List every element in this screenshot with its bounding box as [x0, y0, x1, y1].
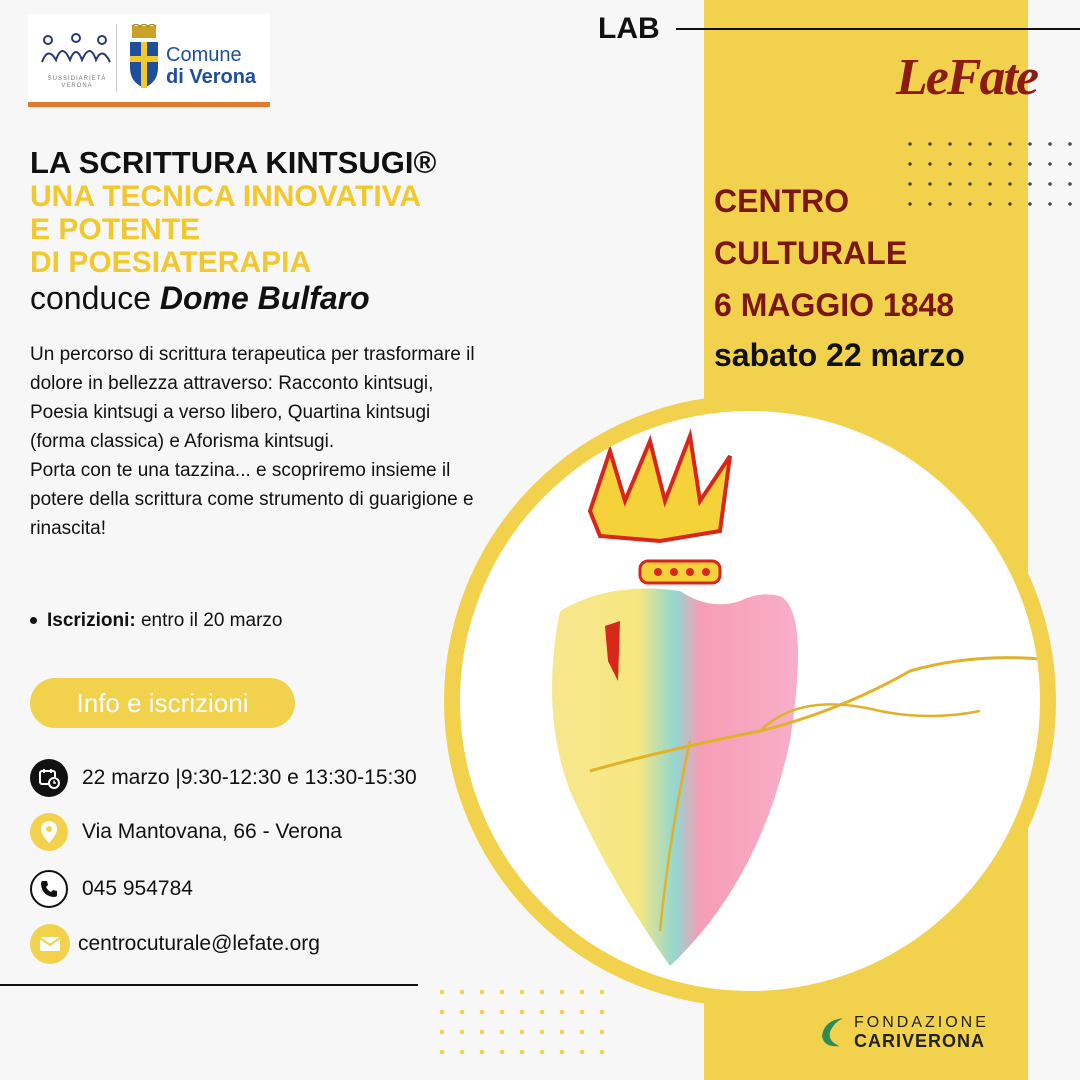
address-row: [30, 813, 342, 851]
lab-divider-line: [676, 28, 1080, 30]
email-envelope-icon: [30, 924, 70, 964]
venue-name: CENTRO CULTURALE 6 MAGGIO 1848: [714, 183, 955, 323]
verona-crest-icon: [128, 24, 160, 90]
location-pin-icon: [30, 813, 68, 851]
logo-divider: [116, 24, 117, 92]
lefate-logo: LeFate: [896, 49, 1038, 106]
decorative-dots-yellow: [432, 982, 612, 1062]
phone-row: [30, 870, 193, 908]
schedule-row: [30, 759, 417, 797]
bottom-divider: [0, 984, 418, 986]
phone-icon: [30, 870, 68, 908]
heart-painting-icon: [460, 411, 1040, 991]
event-date: sabato 22 marzo: [714, 337, 965, 373]
lab-label: LAB: [598, 12, 660, 45]
fondazione-text: FONDAZIONE CARIVERONA: [854, 1014, 989, 1051]
schedule-text: 22 marzo |9:30-12:30 e 13:30-15:30: [82, 766, 417, 789]
email-text[interactable]: centrocuturale@lefate.org: [78, 932, 320, 955]
phone-text[interactable]: 045 954784: [82, 877, 193, 900]
fondazione-cariverona-logo: [818, 1014, 989, 1050]
bullet-dot: [30, 617, 37, 624]
conductor-line: conduce Dome Bulfaro: [30, 280, 370, 316]
registration-deadline: Iscrizioni: entro il 20 marzo: [30, 610, 282, 632]
event-subtitle: UNA TECNICA INNOVATIVA E POTENTE DI POESIATERAPIA: [30, 180, 422, 279]
kintsugi-heart-illustration: [444, 395, 1056, 1007]
calendar-clock-icon: [30, 759, 68, 797]
comune-di-verona-text: Comune di Verona: [166, 44, 257, 88]
partner-logos: [28, 14, 270, 107]
fondazione-leaf-icon: [818, 1014, 848, 1050]
sussidiarieta-logo-icon: [40, 32, 112, 72]
address-text[interactable]: Via Mantovana, 66 - Verona: [82, 820, 342, 843]
email-row: [30, 924, 320, 964]
info-iscrizioni-button[interactable]: Info e iscrizioni: [30, 678, 295, 728]
event-description: Un percorso di scrittura terapeutica per trasformare il dolore in bellezza attraverso: Racconto kintsugi, Poesia kintsugi a verso libero, Quartina kintsugi (forma classica) e Aforisma kintsugi. Porta con te una tazzina... e scopriremo insieme il potere della scrittura come strumento di guarigione e rinascita!: [30, 344, 475, 539]
event-title: LA SCRITTURA KINTSUGI®: [30, 145, 437, 180]
sussidiarieta-text: SUSSIDIARIETÀ VERONA: [47, 76, 107, 89]
conductor-name: Dome Bulfaro: [159, 280, 370, 316]
